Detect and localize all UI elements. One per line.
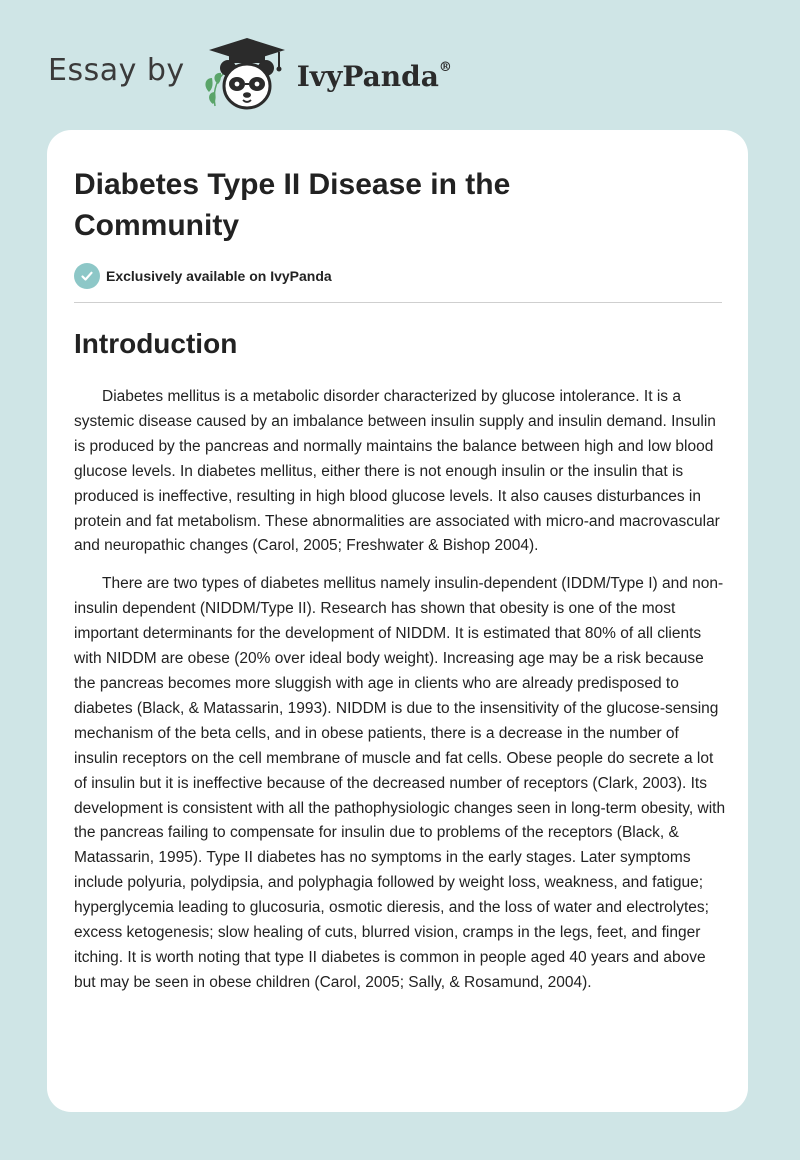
essay-title: Diabetes Type II Disease in the Community xyxy=(74,168,511,242)
site-header xyxy=(48,34,452,114)
paragraph: Diabetes mellitus is a metabolic disorder characterized by glucose intolerance. It is a systemic disease caused by an imbalance between insulin supply and insulin demand. Insulin is produced by the pancreas and normally maintains the balance between high and low blood glucose levels. In diabetes mellitus, either there is not enough insulin or the insulin that is produced is ineffective, resulting in high blood glucose levels. It also causes disturbances in protein and fat metabolism. These abnormalities are associated with micro-and macrovascular and neuropathic changes (Carol, 2005; Freshwater & Bishop 2004). xyxy=(74,388,720,555)
brand-name[interactable] xyxy=(297,60,452,93)
panda-graduate-logo-icon[interactable] xyxy=(199,34,295,114)
title-divider xyxy=(74,302,722,303)
essay-by-label: Essay by xyxy=(48,52,185,88)
exclusive-label: Exclusively available on IvyPanda xyxy=(106,268,332,284)
check-circle-icon xyxy=(74,263,100,289)
essay-card xyxy=(47,130,748,1112)
paragraph: There are two types of diabetes mellitus namely insulin-dependent (IDDM/Type I) and non-insulin dependent (NIDDM/Type II). Research has shown that obesity is one of the most important determinants for the development of NIDDM. It is estimated that 80% of all clients with NIDDM are obese (20% over ideal body weight). Increasing age may be a risk because the pancreas becomes more sluggish with age in clients who are already predisposed to diabetes (Black, & Matassarin, 1993). NIDDM is due to the insensitivity of the glucose-sensing mechanism of the beta cells, and in obese patients, there is a decrease in the number of insulin receptors on the cell membrane of muscle and fat cells. Obese people do secrete a lot of insulin but it is ineffective because of the decreased number of receptors (Clark, 2003). Its development is consistent with all the pathophysiologic changes seen in long-term obesity, with the pancreas failing to compensate for insulin due to problems of the receptors (Black, & Matassarin, 1995). Type II diabetes has no symptoms in the early stages. Later symptoms include polyuria, polydipsia, and polyphagia followed by weight loss, weakness, and fatigue; hyperglycemia leading to glucosuria, osmotic dieresis, and the loss of water and electrolytes; excess ketogenesis; slow healing of cuts, blurred vision, cramps in the legs, feet, and finger itching. It is worth noting that type II diabetes is common in people aged 40 years and above but may be seen in obese children (Carol, 2005; Sally, & Rosamund, 2004). xyxy=(74,575,726,991)
exclusive-badge xyxy=(74,263,332,289)
essay-body xyxy=(74,385,726,1009)
section-heading: Introduction xyxy=(74,328,238,359)
brand-label: IvyPanda xyxy=(296,59,439,93)
registered-mark: ® xyxy=(438,60,452,76)
